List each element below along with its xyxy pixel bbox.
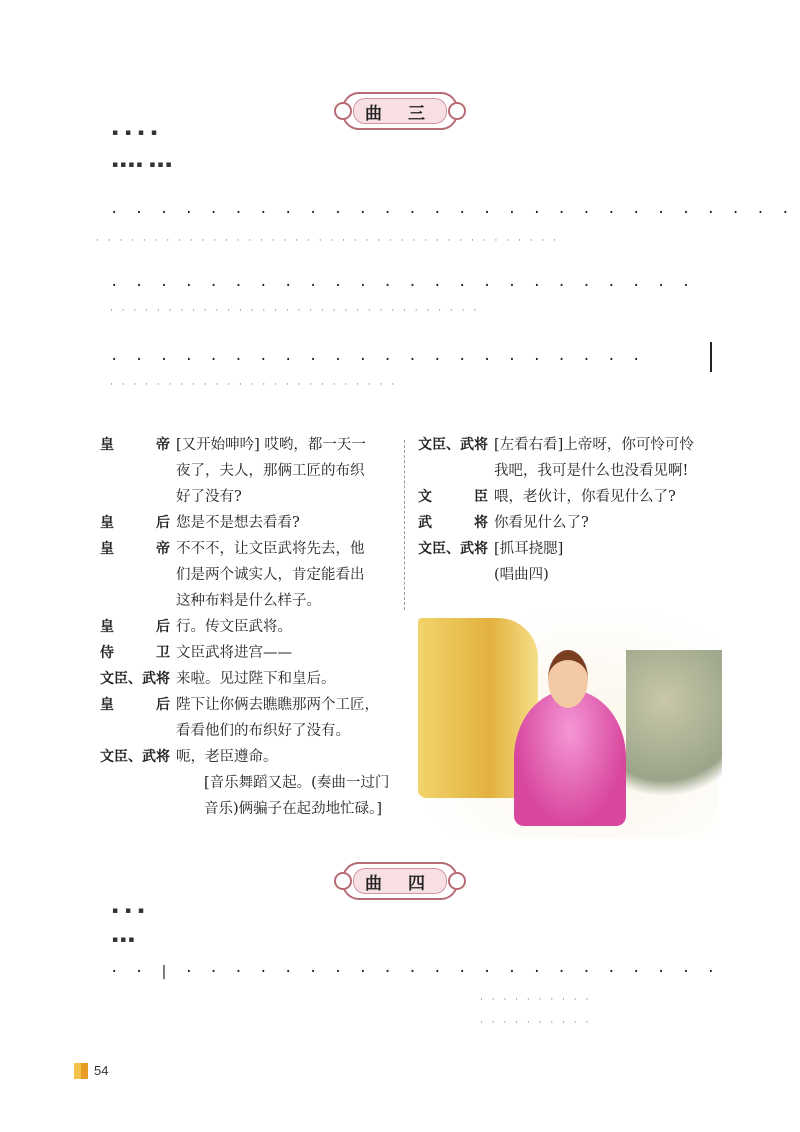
dialogue-entry [418,484,728,510]
speaker-name: 皇 [100,619,114,635]
scroll-ornament [448,872,466,890]
stage-direction: 音乐)俩骗子在起劲地忙碌。] [204,801,383,817]
dialogue-text: 陛下让你俩去瞧瞧那两个工匠， [176,697,379,713]
tempo-marking: ▪▪▪▪ ▪▪▪ [112,160,174,170]
dialogue-text: 文臣武将进宫—— [176,645,292,661]
speaker-name: 文臣、武将 [100,749,170,765]
dialogue-entry [418,432,728,458]
dialogue-entry [100,432,400,458]
key-signature: ▪ ▪ ▪ [112,906,147,916]
speaker-name: 文臣、武将 [418,541,488,557]
speaker-name: 卫 [156,645,170,661]
song-title-banner [342,92,458,130]
speaker-name: 将 [474,515,488,531]
dialogue-text: 不不不，让文臣武将先去，他 [176,541,365,557]
speaker-name: 臣 [474,489,488,505]
stage-direction: [音乐舞蹈又起。(奏曲一过门 [204,775,390,791]
ministers-drawing [626,650,722,820]
song-title: 曲 三 [353,98,447,124]
dialogue-text: 呃，老臣遵命。 [176,749,278,765]
dialogue-entry [418,536,728,562]
score-staff-4: · · | · · · · · · · · · · · · · · · · · · · · · · [110,964,720,980]
speaker-name: 后 [156,515,170,531]
scroll-ornament [448,102,466,120]
dialogue-entry [100,510,400,536]
score-staff-2: · · · · · · · · · · · · · · · · · · · · · · · · [110,278,695,294]
dialogue-entry [100,666,400,692]
score-staff-1: · · · · · · · · · · · · · · · · · · · · · · · · · · · · [110,205,794,221]
speaker-name: 文臣、武将 [418,437,488,453]
speaker-name: 皇 [100,515,114,531]
speaker-name: 帝 [156,541,170,557]
speaker-name: 皇 [100,697,114,713]
dialogue-text: 您是不是想去看看? [176,515,300,531]
dialogue-text: 夜了，夫人，那俩工匠的布织 [176,463,365,479]
speaker-name: 后 [156,619,170,635]
song-title-banner [342,862,458,900]
dialogue-text: 们是两个诚实人，肯定能看出 [176,567,365,583]
dialogue-text: [抓耳挠腮] [494,541,564,557]
page-marker-icon [74,1063,88,1079]
page-number: 54 [94,1063,109,1078]
dialogue-text: [左看右看]上帝呀，你可怜可怜 [494,437,694,453]
dialogue-entry [418,510,728,536]
scene-illustration [418,610,718,838]
speaker-name: 文 [418,489,432,505]
score-lyrics-5: · · · · · · · · · · [480,1018,592,1028]
queen-head-drawing [548,650,588,708]
speaker-name: 侍 [100,645,114,661]
dialogue-text: 来啦。见过陛下和皇后。 [176,671,336,687]
dialogue-text: (唱曲四) [494,567,549,583]
speaker-name: 皇 [100,437,114,453]
scroll-ornament [334,872,352,890]
speaker-name: 文臣、武将 [100,671,170,687]
score-lyrics-2: · · · · · · · · · · · · · · · · · · · · · · · · · · · · · · · · [110,306,480,316]
dialogue-text: 喂，老伙计，你看见什么了? [494,489,676,505]
speaker-name: 皇 [100,541,114,557]
score-lyrics-4: · · · · · · · · · · [480,995,592,1005]
speaker-name: 武 [418,515,432,531]
queen-dress-drawing [514,690,626,826]
dialogue-text: 好了没有? [176,489,242,505]
key-signature: ▪ ▪ ▪ ▪ [112,128,159,138]
tempo-marking: ▪▪▪ [112,935,137,945]
song-title: 曲 四 [353,868,447,894]
score-lyrics-1: · · · · · · · · · · · · · · · · · · · · · · · · · · · · · · · · · · · · · · · · [96,236,560,246]
dialogue-text: 行。传文臣武将。 [176,619,292,635]
score-staff-3: · · · · · · · · · · · · · · · · · · · · · · [110,352,645,368]
dialogue-text: 看看他们的布织好了没有。 [176,723,350,739]
score-lyrics-3: · · · · · · · · · · · · · · · · · · · · · · · · · [110,380,398,390]
dialogue-entry [100,640,400,666]
dialogue-entry [100,536,400,562]
dialogue-text: 我吧，我可是什么也没看见啊! [494,463,689,479]
dialogue-text: 这种布料是什么样子。 [176,593,321,609]
scroll-ornament [334,102,352,120]
dialogue-entry [100,744,400,770]
speaker-name: 帝 [156,437,170,453]
final-barline [710,342,712,372]
dialogue-text: [又开始呻吟] 哎哟，都一天一 [176,437,366,453]
dialogue-text: 你看见什么了? [494,515,589,531]
dialogue-right [418,432,728,588]
dialogue-entry [100,692,400,718]
speaker-name: 后 [156,697,170,713]
column-divider [404,440,405,610]
dialogue-left [100,432,400,822]
dialogue-entry [100,614,400,640]
